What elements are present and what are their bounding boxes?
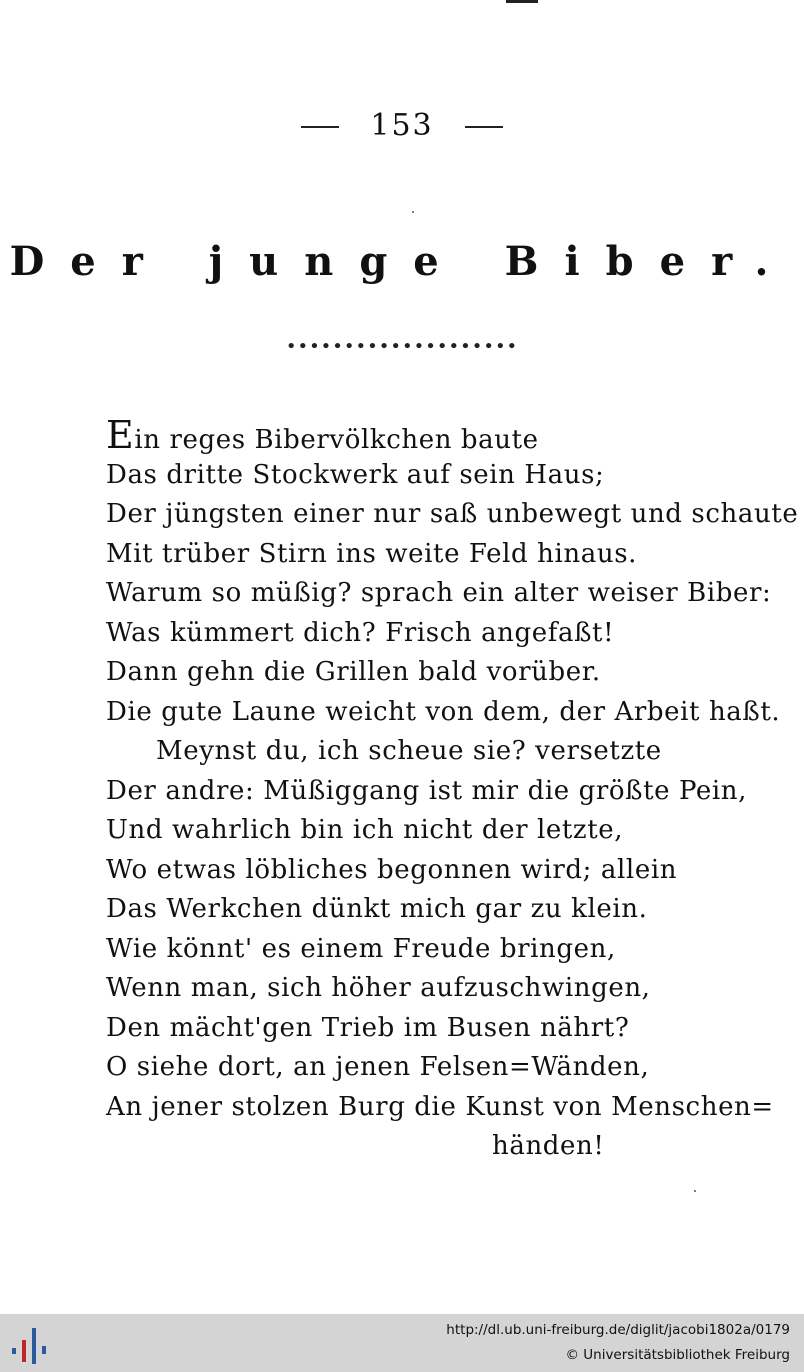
poem-line: Meynst du, ich scheue sie? versetzte xyxy=(156,736,662,766)
poem-line: Der andre: Müßiggang ist mir die größte Pein, xyxy=(106,775,748,806)
poem-line xyxy=(106,413,726,457)
poem-line: Was kümmert dich? Frisch angefaßt! xyxy=(106,617,615,648)
page-header xyxy=(0,108,804,143)
poem-line: Wie könnt' es einem Freude bringen, xyxy=(106,933,616,964)
footer-bar xyxy=(0,1314,804,1372)
logo-bar xyxy=(42,1346,46,1354)
logo-bar xyxy=(22,1340,26,1362)
poem-line: Wenn man, sich höher aufzuschwingen, xyxy=(106,973,651,1003)
paper-speck xyxy=(412,211,414,213)
poem-line: O siehe dort, an jenen Felsen=Wänden, xyxy=(106,1052,650,1082)
title-ornament: •••••••••••••••••••• xyxy=(285,336,519,357)
poem-line-continuation: händen! xyxy=(492,1131,605,1161)
copyright-notice: © Universitätsbibliothek Freiburg xyxy=(565,1347,790,1363)
header-dash-left xyxy=(301,126,339,128)
logo-bar xyxy=(12,1348,16,1354)
poem-line: Das dritte Stockwerk auf sein Haus; xyxy=(106,459,605,490)
paper-speck xyxy=(694,1190,696,1192)
poem-line: Warum so müßig? sprach ein alter weiser Biber: xyxy=(106,578,772,608)
header-dash-right xyxy=(465,126,503,128)
logo-bar xyxy=(32,1328,36,1364)
top-edge-mark xyxy=(506,0,538,3)
poem-line: Wo etwas löbliches begonnen wird; allein xyxy=(106,854,678,885)
poem-body xyxy=(106,413,799,1167)
poem-line: Die gute Laune weicht von dem, der Arbeit haßt. xyxy=(106,696,781,727)
poem-line-text: in reges Bibervölkchen baute xyxy=(134,425,539,455)
poem-title: Der junge Biber. xyxy=(9,238,795,285)
source-url-link[interactable]: http://dl.ub.uni-freiburg.de/diglit/jacobi1802a/0179 xyxy=(446,1322,790,1338)
library-logo-icon[interactable] xyxy=(10,1322,50,1366)
poem-line: Das Werkchen dünkt mich gar zu klein. xyxy=(106,894,648,924)
poem-line: Dann gehn die Grillen bald vorüber. xyxy=(106,657,601,687)
poem-line: An jener stolzen Burg die Kunst von Menschen= xyxy=(106,1091,774,1122)
poem-line: Mit trüber Stirn ins weite Feld hinaus. xyxy=(106,538,638,569)
page-number: 153 xyxy=(370,108,434,143)
poem-line: Den mächt'gen Trieb im Busen nährt? xyxy=(106,1012,630,1043)
poem-line: Der jüngsten einer nur saß unbewegt und schaute xyxy=(106,499,799,529)
poem-line: Und wahrlich bin ich nicht der letzte, xyxy=(106,815,624,845)
initial-letter: E xyxy=(106,413,135,457)
